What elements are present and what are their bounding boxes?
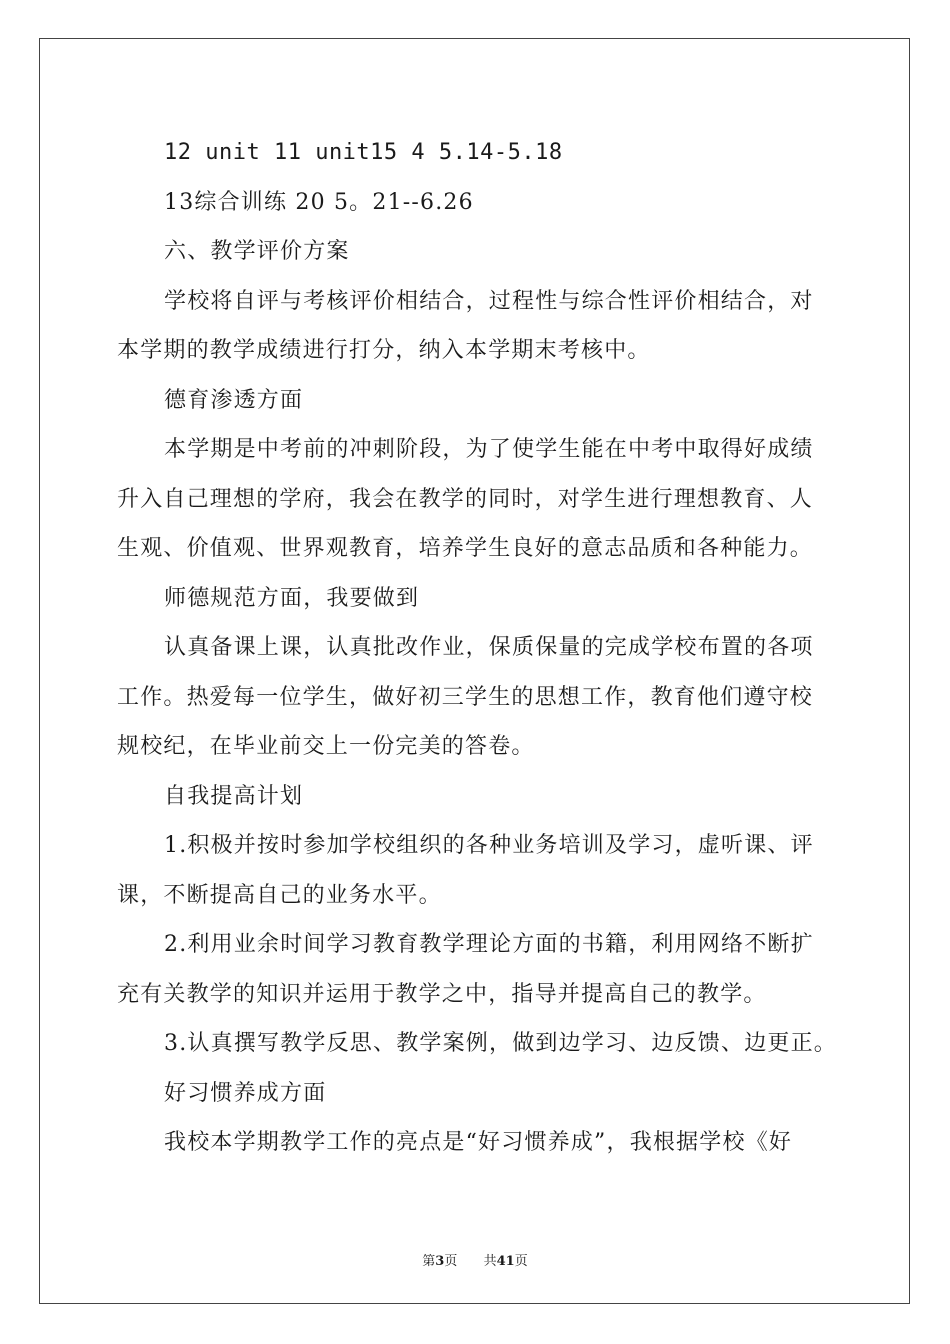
paragraph-ethics-line-2: 工作。热爱每一位学生，做好初三学生的思想工作，教育他们遵守校 bbox=[117, 684, 814, 710]
page-footer bbox=[0, 1250, 950, 1269]
document-body bbox=[117, 128, 837, 1168]
paragraph-ethics-line-1: 认真备课上课，认真批改作业，保质保量的完成学校布置的各项 bbox=[164, 635, 814, 660]
page-total: 共41页 bbox=[483, 1254, 528, 1269]
section-heading-habits: 好习惯养成方面 bbox=[164, 1080, 327, 1106]
paragraph-ethics-line-3: 规校纪，在毕业前交上一份完美的答卷。 bbox=[117, 734, 535, 759]
paragraph-evaluation-line-1: 学校将自评与考核评价相结合，过程性与综合性评价相结合，对 bbox=[164, 288, 814, 314]
section-heading-moral: 德育渗透方面 bbox=[164, 387, 304, 413]
paragraph-moral-line-2: 升入自己理想的学府，我会在教学的同时，对学生进行理想教育、人 bbox=[117, 486, 814, 512]
list-item-2-line-2: 充有关教学的知识并运用于教学之中，指导并提高自己的教学。 bbox=[117, 981, 767, 1007]
list-item-3: 3.认真撰写教学反思、教学案例，做到边学习、边反馈、边更正。 bbox=[164, 1031, 837, 1056]
list-item-1-line-1: 1.积极并按时参加学校组织的各种业务培训及学习，虚听课、评 bbox=[164, 833, 814, 858]
section-heading-evaluation: 六、教学评价方案 bbox=[164, 239, 350, 264]
paragraph-evaluation-line-2: 本学期的教学成绩进行打分，纳入本学期末考核中。 bbox=[117, 338, 651, 363]
schedule-row-12: 12 unit 11 unit15 4 5.14-5.18 bbox=[164, 140, 563, 165]
section-heading-ethics: 师德规范方面，我要做到 bbox=[164, 585, 420, 611]
page-number: 第3页 bbox=[422, 1254, 458, 1269]
total-pages: 41 bbox=[496, 1254, 515, 1269]
list-item-1-line-2: 课，不断提高自己的业务水平。 bbox=[117, 882, 442, 908]
paragraph-moral-line-3: 生观、价值观、世界观教育，培养学生良好的意志品质和各种能力。 bbox=[117, 536, 814, 561]
current-page: 3 bbox=[435, 1254, 445, 1269]
list-item-2-line-1: 2.利用业余时间学习教育教学理论方面的书籍，利用网络不断扩 bbox=[164, 932, 814, 957]
paragraph-habits-line-1: 我校本学期教学工作的亮点是“好习惯养成”，我根据学校《好 bbox=[164, 1130, 793, 1155]
schedule-row-13: 13综合训练 20 5。21--6.26 bbox=[164, 189, 474, 215]
paragraph-moral-line-1: 本学期是中考前的冲刺阶段，为了使学生能在中考中取得好成绩 bbox=[164, 437, 814, 462]
section-heading-self-improvement: 自我提高计划 bbox=[164, 783, 304, 809]
